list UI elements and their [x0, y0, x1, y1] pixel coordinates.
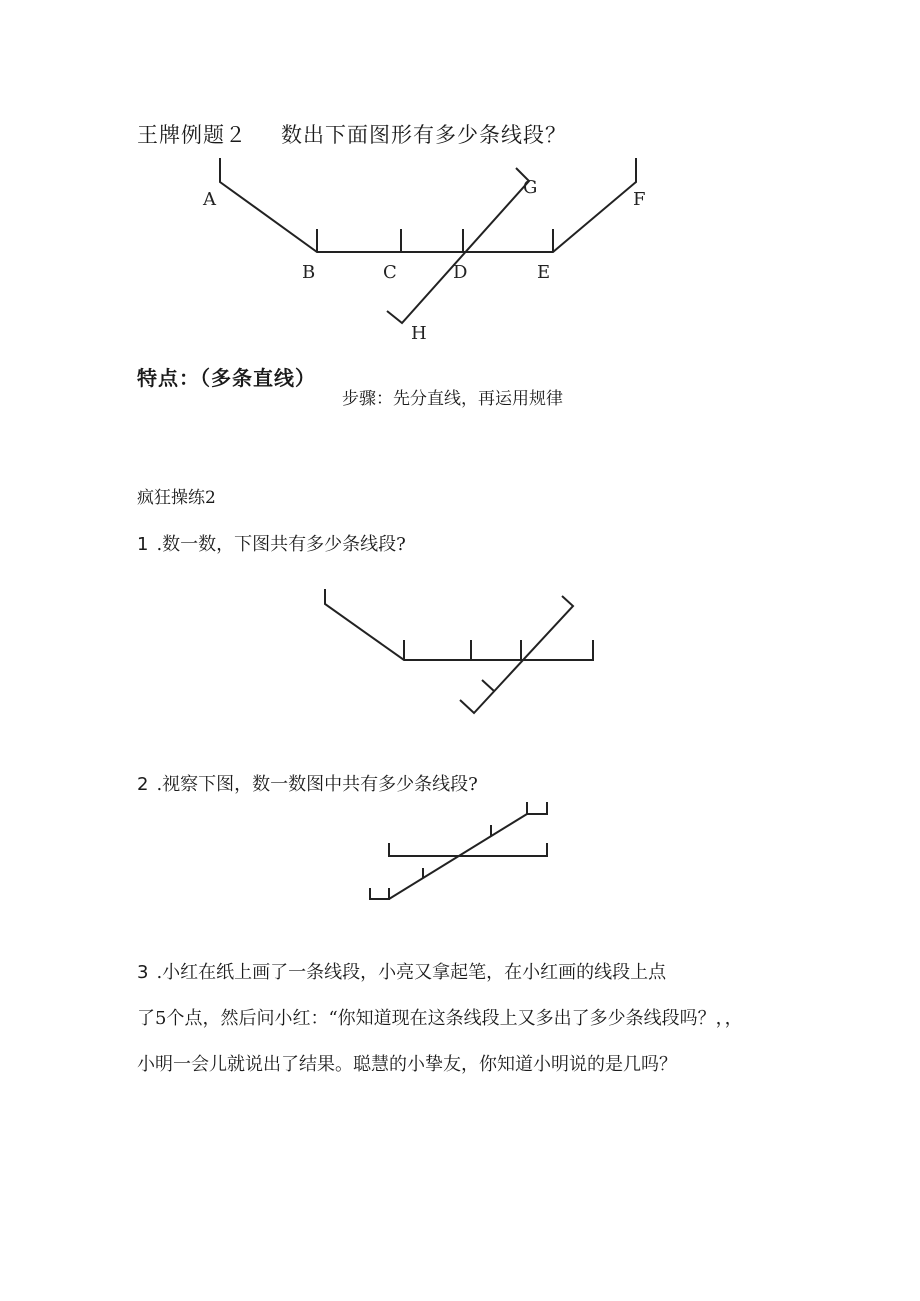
question-2-number: 2: [137, 774, 149, 795]
fig2-bottom-bracket: [370, 888, 389, 899]
label-F: F: [633, 189, 646, 210]
label-D: D: [453, 262, 468, 283]
question-3-text-2: 了5个点，然后问小红：“你知道现在这条线段上又多出了多少条线段吗？，，: [137, 1008, 743, 1029]
question-3-line-1: [137, 958, 666, 984]
steps-text: 步骤：先分直线，再运用规律: [342, 389, 563, 409]
question-1-number: 1: [137, 534, 149, 555]
example-title: 王牌例题２: [137, 123, 247, 147]
label-C: C: [383, 262, 397, 283]
label-A: A: [203, 189, 216, 210]
question-3-number: 3: [137, 962, 149, 983]
feature-text: 特点：（多条直线）: [137, 366, 316, 390]
drill-title: 疯狂操练2: [137, 488, 216, 508]
question-1-text: .数一数，下图共有多少条线段?: [156, 534, 406, 555]
question-3-text-1: .小红在纸上画了一条线段，小亮又拿起笔，在小红画的线段上点: [156, 962, 667, 983]
label-E: E: [537, 262, 551, 283]
label-B: B: [302, 262, 316, 283]
example-question: 数出下面图形有多少条线段？: [281, 123, 567, 147]
label-H: H: [411, 323, 427, 344]
fig2-top-bracket: [527, 802, 547, 814]
question-2-text: .视察下图，数一数图中共有多少条线段?: [156, 774, 478, 795]
question-3-text-3: 小明一会儿就说出了结果。聪慧的小挚友，你知道小明说的是几吗？: [137, 1054, 677, 1075]
label-G: G: [523, 177, 538, 198]
